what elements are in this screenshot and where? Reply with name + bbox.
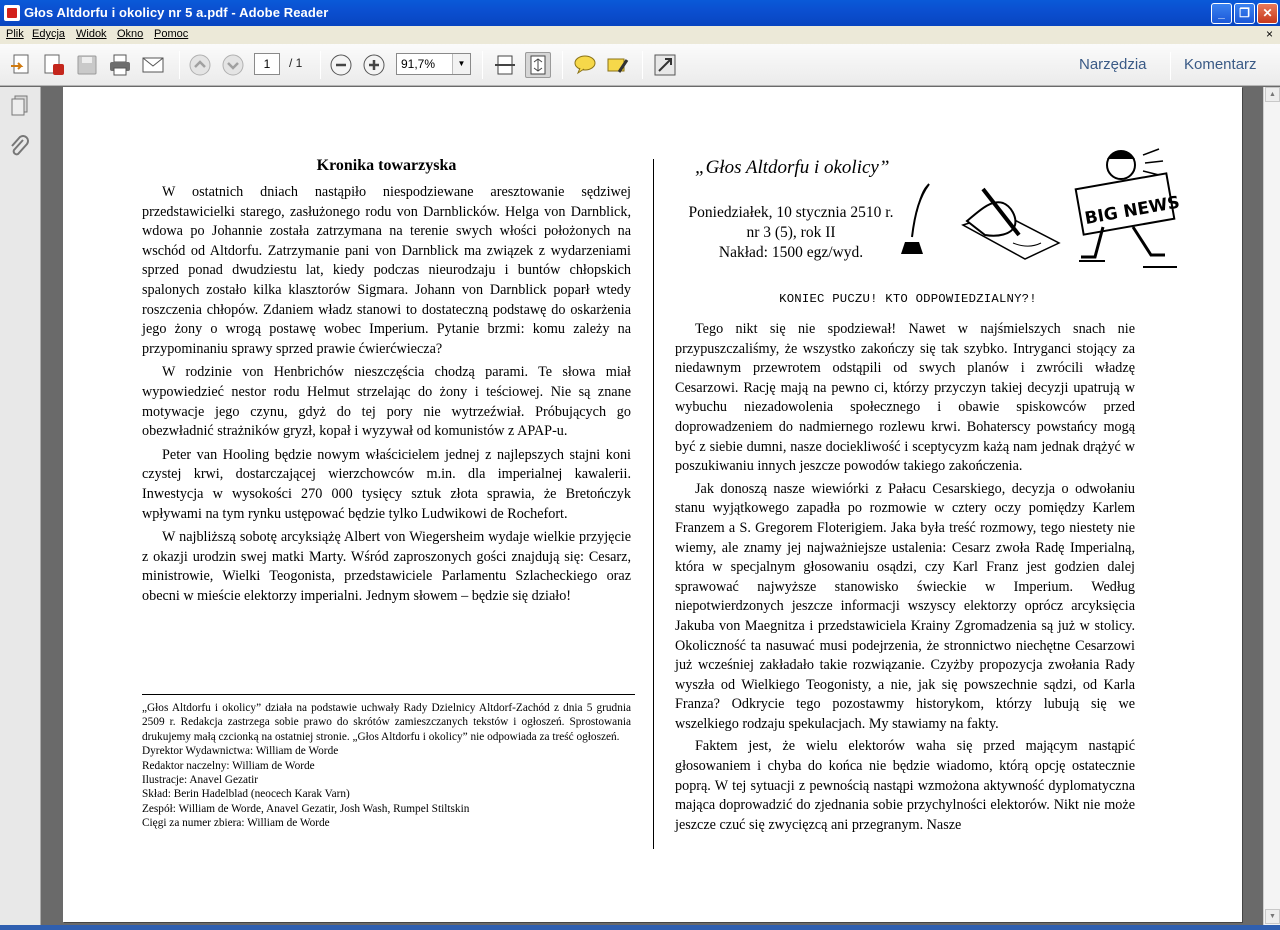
pdf-page bbox=[63, 87, 1242, 922]
issue-info bbox=[675, 203, 907, 263]
zoom-out-icon[interactable] bbox=[328, 52, 354, 78]
footer-line: Cięgi za numer zbiera: William de Worde bbox=[142, 817, 330, 830]
masthead-footer bbox=[142, 701, 631, 831]
big-news-illustration bbox=[1073, 147, 1183, 273]
fit-page-icon[interactable] bbox=[525, 52, 551, 78]
window-title: Głos Altdorfu i okolicy nr 5 a.pdf - Adobe Reader bbox=[24, 5, 329, 20]
highlight-text-icon[interactable] bbox=[605, 52, 631, 78]
footer-line: Ilustracje: Anavel Gezatir bbox=[142, 774, 259, 787]
zoom-select[interactable] bbox=[396, 53, 471, 75]
zoom-value: 91,7% bbox=[401, 57, 436, 71]
menu-widok[interactable]: Widok bbox=[76, 28, 107, 40]
article-paragraph: Faktem jest, że wielu elektorów waha się przed mającym nastąpić głosowaniem i chyba do końca nie będzie wiadomo, którą opcję ostatecznie poprą. W tej sytuacji z pewnością nastąpi wzmożona aktywność dyplomatyczna mająca doprowadzić do zjednania sobie przychylności elektorów. Nikt nie może jeszcze czuć się zwycięzcą ani przegranym. Nasze bbox=[675, 738, 1135, 833]
toolbar-separator bbox=[320, 51, 321, 79]
footer-line: Skład: Berin Hadelblad (neocech Karak Varn) bbox=[142, 788, 350, 801]
footer-line: Zespół: William de Worde, Anavel Gezatir, Josh Wash, Rumpel Stiltskin bbox=[142, 802, 470, 815]
title-bar bbox=[0, 0, 1280, 26]
big-news-label: BIG NEWS bbox=[1083, 192, 1182, 230]
window-bottom-border bbox=[0, 925, 1280, 930]
masthead-title: „Głos Altdorfu i okolicy” bbox=[695, 157, 890, 178]
article-paragraph: W rodzinie von Henbrichów nieszczęścia chodzą parami. Te słowa miał wypowiedzieć nestor rodu Helmut strzelając do żony i teściowej. Nie są znane motywacje jego czynu, gdyż do tej pory nie wytrzeźwiał. Próbujących go obezwładnić strażników gryzł, kopał i wyzywał od komunistów z APAP-u. bbox=[142, 364, 631, 440]
zoom-in-icon[interactable] bbox=[361, 52, 387, 78]
scroll-down-icon[interactable]: ▼ bbox=[1265, 909, 1280, 924]
toolbar-separator bbox=[642, 51, 643, 79]
article-paragraph: Tego nikt się nie spodziewał! Nawet w najśmielszych snach nie przypuszczaliśmy, że wszystko zakończy się tak szybko. Intryganci stojący za niedawnym przewrotem odstąpili od swych planów i zwrócili władzę Cesarzowi. Rację mają na pewno ci, którzy przyczyn takiej decyzji upatrują w wybuchu niezadowolenia społecznego i obawie spiskowców przed doprowadzeniem do nadmiernego rozlewu krwi. Bohaterscy powstańcy mogą być z siebie dumni, nasze dociekliwość i sceptycyzm każą nam jednak drążyć w poszukiwaniu innych jeszcze powodów takiego zakończenia. bbox=[675, 321, 1135, 475]
scroll-up-icon[interactable]: ▲ bbox=[1265, 87, 1280, 102]
toolbar bbox=[0, 44, 1280, 86]
attachments-icon[interactable] bbox=[7, 135, 33, 161]
page-number-input[interactable]: 1 bbox=[254, 53, 280, 75]
toolbar-separator bbox=[179, 51, 180, 79]
print-icon[interactable] bbox=[107, 52, 133, 78]
close-button[interactable]: ✕ bbox=[1257, 3, 1278, 24]
article-paragraph: W najbliższą sobotę arcyksiążę Albert von Wiegersheim wydaje wielkie przyjęcie z okazji urodzin swej matki Marty. Wśród zaproszonych gości znajdują się: Cesarz, ministrowie, Wielki Teogonista, przedstawiciele Parlamentu Szlacheckiego oraz obecni w mieście elektorzy imperialni. Jednym słowem – będzie się działo! bbox=[142, 529, 631, 604]
menu-pomoc[interactable]: Pomoc bbox=[154, 28, 189, 40]
article-headline: KONIEC PUCZU! KTO ODPOWIEDZIALNY?! bbox=[779, 292, 1037, 306]
open-file-icon[interactable] bbox=[8, 52, 34, 78]
page-thumbnails-icon[interactable] bbox=[7, 93, 33, 119]
column-divider bbox=[653, 159, 654, 849]
fit-width-icon[interactable] bbox=[492, 52, 518, 78]
toolbar-separator bbox=[482, 51, 483, 79]
previous-page-icon[interactable] bbox=[187, 52, 213, 78]
vertical-scrollbar[interactable] bbox=[1263, 87, 1280, 925]
maximize-button[interactable]: ❐ bbox=[1234, 3, 1255, 24]
writing-hand-illustration bbox=[961, 183, 1063, 261]
right-column bbox=[675, 320, 1135, 838]
chevron-down-icon[interactable]: ▼ bbox=[452, 54, 470, 74]
sticky-note-icon[interactable] bbox=[572, 52, 598, 78]
save-icon[interactable] bbox=[74, 52, 100, 78]
menu-okno[interactable]: Okno bbox=[117, 28, 144, 40]
navigation-pane bbox=[0, 87, 41, 925]
toolbar-separator bbox=[1170, 52, 1171, 80]
footer-note: „Głos Altdorfu i okolicy” działa na podstawie uchwały Rady Dzielnicy Altdorf-Zachód z dnia 5 grudnia 2509 r. Redakcja zastrzega sobie prawo do skrótów zamieszczanych tekstów i ogłoszeń. Sprostowania drukujemy małą czcionką na ostatniej stronie. „Głos Altdorfu i okolicy” nie odpowiada za treść ogłoszeń. bbox=[142, 702, 631, 743]
create-pdf-icon[interactable] bbox=[41, 52, 67, 78]
footer-line: Redaktor naczelny: William de Worde bbox=[142, 759, 315, 772]
adobe-reader-icon bbox=[4, 5, 20, 21]
minimize-button[interactable]: _ bbox=[1211, 3, 1232, 24]
quill-ink-illustration bbox=[895, 182, 935, 257]
menu-bar bbox=[0, 26, 1280, 44]
left-column bbox=[142, 157, 631, 610]
next-page-icon[interactable] bbox=[220, 52, 246, 78]
toolbar-separator bbox=[562, 51, 563, 79]
email-icon[interactable] bbox=[140, 52, 166, 78]
footer-divider bbox=[142, 694, 635, 695]
issue-number: nr 3 (5), rok II bbox=[746, 224, 836, 241]
footer-line: Dyrektor Wydawnictwa: William de Worde bbox=[142, 745, 339, 758]
article-paragraph: Peter van Hooling będzie nowym właścicielem jednej z najlepszych stajni koni czystej krwi, dostarczającej wierzchowców m.in. dla imperialnej kawalerii. Inwestycja w wysokości 270 000 tysięcy sztuk złota sprawia, że Bretończyk wpływami na tym rynku ustępować będzie tylko Ludwikowi de Rochefort. bbox=[142, 446, 631, 522]
document-close-icon[interactable]: × bbox=[1265, 27, 1273, 41]
issue-date: Poniedziałek, 10 stycznia 2510 r. bbox=[688, 204, 894, 221]
article-paragraph: W ostatnich dniach nastąpiło niespodziewane aresztowanie sędziwej przedstawicielki starego, zasłużonego rodu von Darnblicków. Helga von Darnblick, wdowa po Johannie została zatrzymana na terenie swych włości położonych na wschód od Altdorfu. Zatrzymanie pani von Darnblick ma związek z wydarzeniami sprzed ponad dwudziestu lat, kiedy podczas nieurodzaju i buntów chłopskich spalonych zostało kilka klasztorów Sigmara. Johann von Darnblick poparł wtedy roszczenia chłopów. Zdaniem władz stanowi to dostateczną podstawę do oskarżenia jego żony o wrogą postawę wobec Imperium. Pytanie brzmi: komu zależy na przypominaniu sprawy sprzed prawie ćwierćwiecza? bbox=[142, 184, 631, 357]
section-heading: Kronika towarzyska bbox=[316, 157, 457, 174]
full-screen-icon[interactable] bbox=[652, 52, 678, 78]
tools-button[interactable]: Narzędzia bbox=[1079, 56, 1147, 73]
circulation: Nakład: 1500 egz/wyd. bbox=[718, 244, 864, 261]
menu-plik[interactable]: Plik bbox=[6, 28, 24, 40]
comment-button[interactable]: Komentarz bbox=[1184, 56, 1257, 73]
menu-edycja[interactable]: Edycja bbox=[32, 28, 66, 40]
article-paragraph: Jak donoszą nasze wiewiórki z Pałacu Cesarskiego, decyzja o odwołaniu stanu wyjątkowego zapadła po rozmowie w cztery oczy pomiędzy Karlem Franzem a S. Gregorem Floterigiem. Jaka była treść rozmowy, tego niestety nie wiemy, ale znamy jej najważniejsze ustalenia: Cesarz zwoła Radę Imperialną, która w specjalnym głosowaniu osądzi, czy Karl Franz jest godzien dalej sprawować najwyższe stanowisko świeckie w Imperium. Według niepotwierdzonych jeszcze informacji wszyscy elektorzy oprócz arcyksięcia Jakuba von Maegnitza i przedstawiciela Krainy Zgromadzenia są już w stolicy. Okoliczność ta nasuwać musi podejrzenia, że stronnictwo niechętne Cesarzowi już wcześniej zakładało takie rozwiązanie. Czyżby propozycja zwołania Rady wyszła od Wielkiego Teogonisty, a nie, jak się powszechnie sądzi, od Karla Franza? Odkrycie tego pozostawmy historykom, którzy lubują się we wszelkiego rodzaju spekulacjach. My stawiamy na fakty. bbox=[675, 480, 1135, 732]
page-total: / 1 bbox=[289, 56, 303, 70]
